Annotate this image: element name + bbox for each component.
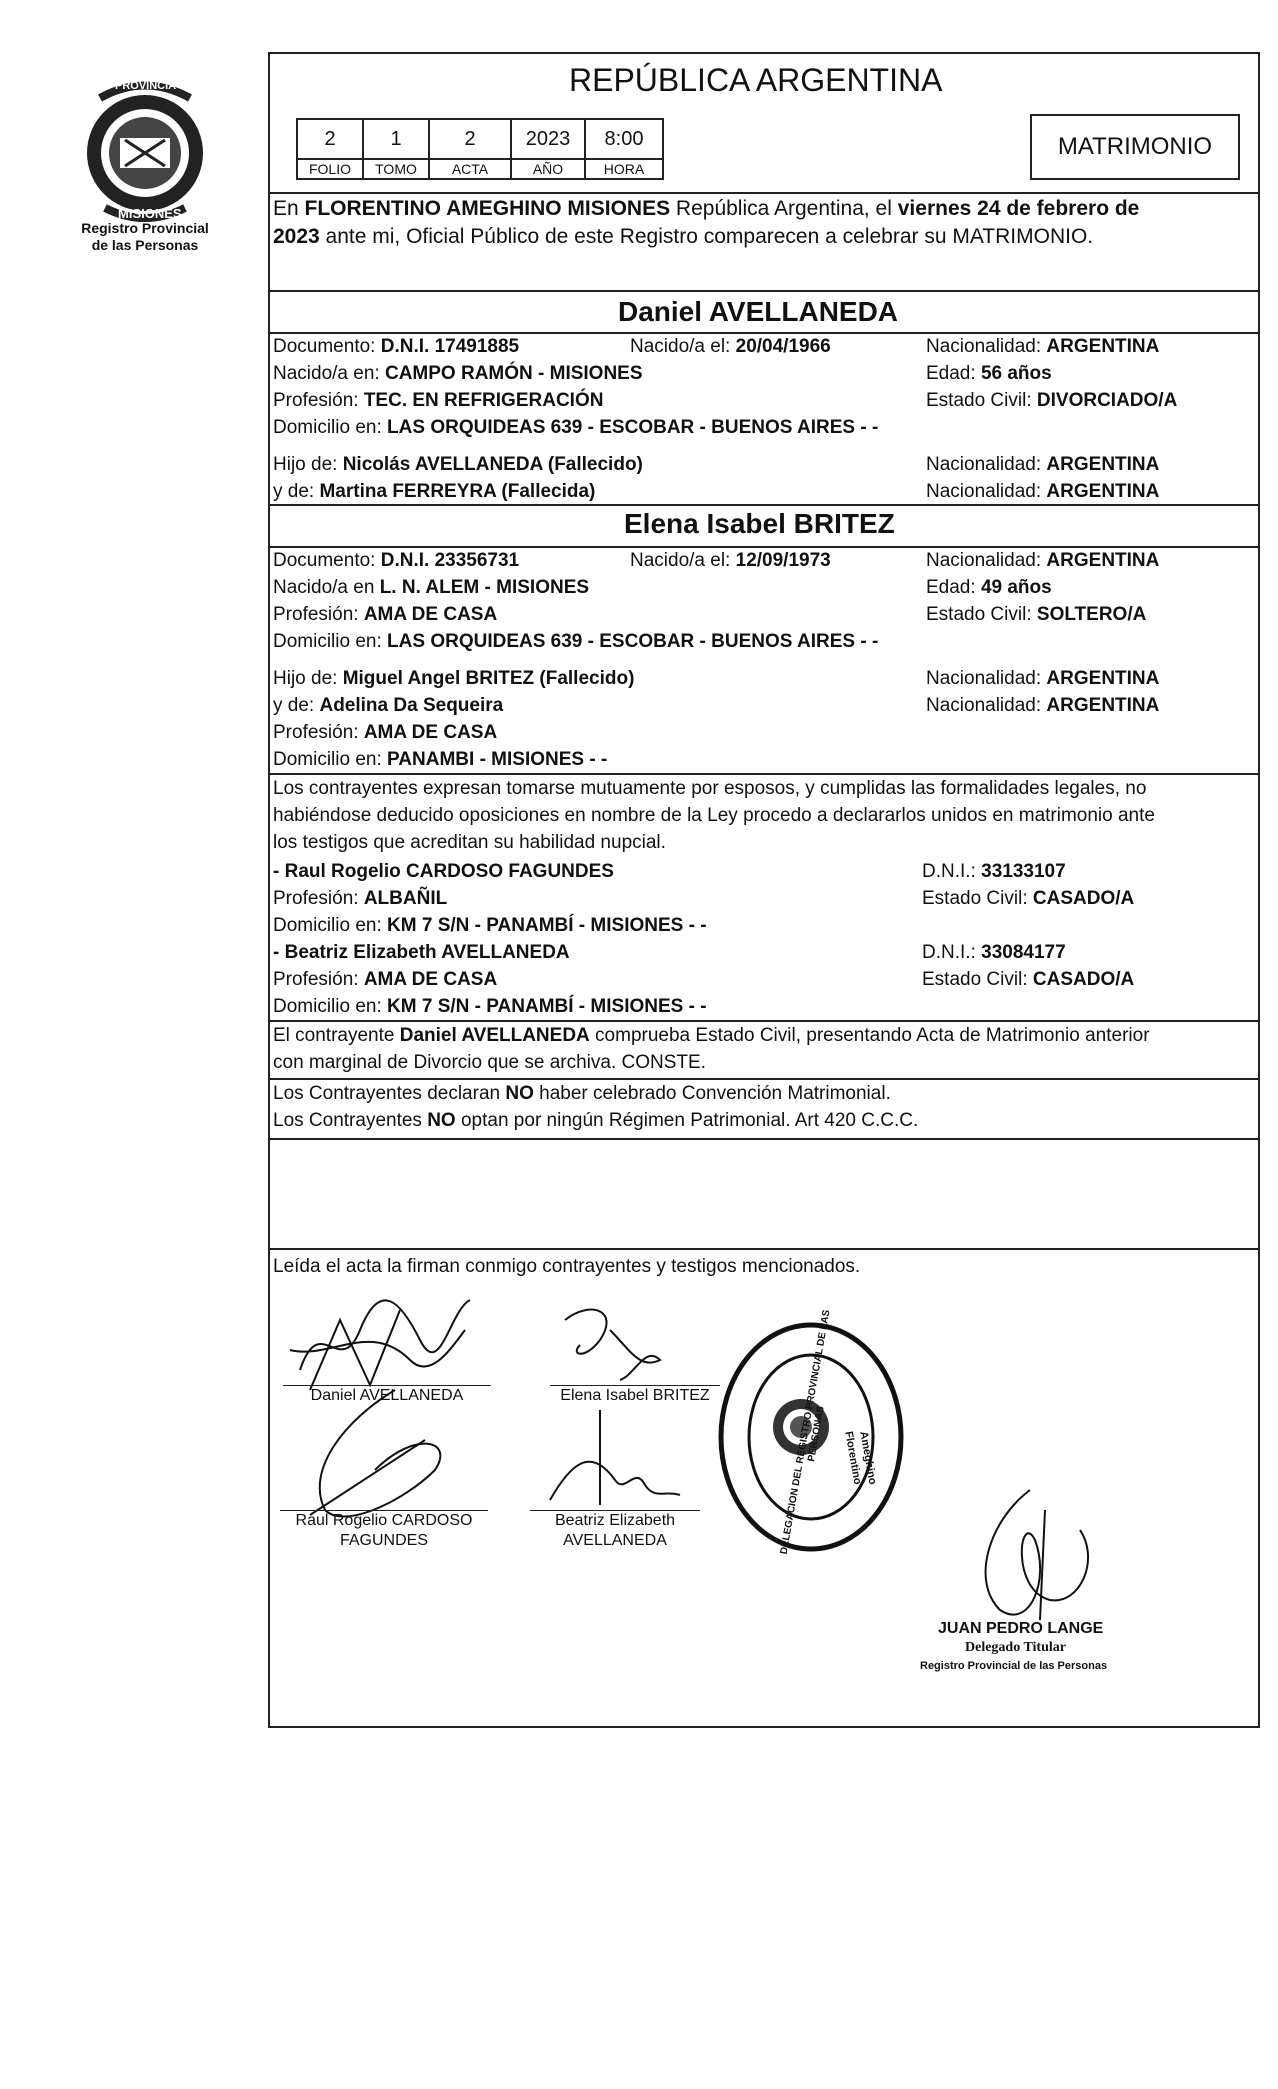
spouse2-father: Hijo de: Miguel Angel BRITEZ (Fallecido)	[273, 668, 635, 689]
statement-line-3: los testigos que acreditan su habilidad nupcial.	[273, 832, 666, 853]
signature-4-icon	[530, 1405, 690, 1515]
closing-text: Leída el acta la firman conmigo contrayentes y testigos mencionados.	[273, 1256, 861, 1277]
intro-line-2: 2023 ante mi, Oficial Público de este Registro comparecen a celebrar su MATRIMONIO.	[273, 225, 1094, 248]
statement-line-2: habiéndose deducido oposiciones en nombre de la Ley procedo a declararlos unidos en matrimonio ante	[273, 805, 1155, 826]
spouse1-nat: Nacionalidad: ARGENTINA	[926, 336, 1160, 357]
spouse2-place: Nacido/a en L. N. ALEM - MISIONES	[273, 577, 590, 598]
seal-bottom-text: MISIONES	[118, 206, 182, 221]
official-name: JUAN PEDRO LANGE	[938, 1620, 1104, 1637]
witness2-dom: Domicilio en: KM 7 S/N - PANAMBÍ - MISIONES - -	[273, 996, 707, 1017]
official-stamp	[716, 1308, 906, 1556]
hour-value: 8:00	[584, 118, 664, 160]
year-value: 2023	[510, 118, 586, 160]
spouse2-civil: Estado Civil: SOLTERO/A	[926, 604, 1147, 625]
intro-year: 2023	[273, 225, 320, 248]
registry-name-2: de las Personas	[91, 237, 199, 253]
registry-logo	[70, 78, 220, 228]
intro-place: FLORENTINO AMEGHINO MISIONES	[304, 197, 671, 220]
note1-line-2: con marginal de Divorcio que se archiva. CONSTE.	[273, 1052, 706, 1073]
spouse2-doc: Documento: D.N.I. 23356731	[273, 550, 520, 571]
signature-3-label-2: FAGUNDES	[339, 1532, 428, 1549]
spouse1-dom: Domicilio en: LAS ORQUIDEAS 639 - ESCOBAR - BUENOS AIRES - -	[273, 417, 879, 438]
witness2-civil: Estado Civil: CASADO/A	[922, 969, 1135, 990]
official-role: Delegado Titular	[965, 1640, 1066, 1655]
official-org: Registro Provincial de las Personas	[920, 1660, 1108, 1672]
spouse1-prof: Profesión: TEC. EN REFRIGERACIÓN	[273, 390, 604, 411]
registry-name-1: Registro Provincial	[81, 220, 209, 236]
spouse2-nat: Nacionalidad: ARGENTINA	[926, 550, 1160, 571]
witness1-civil: Estado Civil: CASADO/A	[922, 888, 1135, 909]
spouse2-mother-prof: Profesión: AMA DE CASA	[273, 722, 498, 743]
folio-value: 2	[296, 118, 364, 160]
spouse1-mother: y de: Martina FERREYRA (Fallecida)	[273, 481, 596, 502]
note2-line-2: Los Contrayentes NO optan por ningún Régimen Patrimonial. Art 420 C.C.C.	[273, 1110, 919, 1131]
spouse1-name: Daniel AVELLANEDA	[618, 296, 899, 327]
spouse1-father-nat: Nacionalidad: ARGENTINA	[926, 454, 1160, 475]
witness2-name: - Beatriz Elizabeth AVELLANEDA	[273, 942, 570, 963]
spouse2-mother-nat: Nacionalidad: ARGENTINA	[926, 695, 1160, 716]
witness1-dni: D.N.I.: 33133107	[922, 861, 1066, 882]
spouse2-mother: y de: Adelina Da Sequeira	[273, 695, 504, 716]
signature-4-label-2: AVELLANEDA	[563, 1532, 667, 1549]
year-label: AÑO	[510, 160, 586, 180]
spouse1-father: Hijo de: Nicolás AVELLANEDA (Fallecido)	[273, 454, 643, 475]
signature-2-label: Elena Isabel BRITEZ	[560, 1387, 710, 1404]
stamp-center-2: Ameghino	[857, 1430, 879, 1486]
statement-line-1: Los contrayentes expresan tomarse mutuamente por esposos, y cumplidas las formalidades legales, no	[273, 778, 1147, 799]
spouse2-born: Nacido/a el: 12/09/1973	[630, 550, 831, 571]
spouse1-age: Edad: 56 años	[926, 363, 1052, 384]
witness2-dni: D.N.I.: 33084177	[922, 942, 1066, 963]
hour-label: HORA	[584, 160, 664, 180]
signature-4-label-1: Beatriz Elizabeth	[554, 1512, 676, 1529]
spouse2-mother-dom: Domicilio en: PANAMBI - MISIONES - -	[273, 749, 608, 770]
spouse1-place: Nacido/a en: CAMPO RAMÓN - MISIONES	[273, 363, 643, 384]
spouse2-age: Edad: 49 años	[926, 577, 1052, 598]
spouse1-mother-nat: Nacionalidad: ARGENTINA	[926, 481, 1160, 502]
act-type-box	[1030, 114, 1240, 180]
signature-3-label-1: Raul Rogelio CARDOSO	[295, 1512, 473, 1529]
spouse2-name: Elena Isabel BRITEZ	[624, 508, 895, 539]
spouse1-born: Nacido/a el: 20/04/1966	[630, 336, 831, 357]
spouse1-civil: Estado Civil: DIVORCIADO/A	[926, 390, 1178, 411]
signature-3-icon	[285, 1380, 485, 1530]
act-type: MATRIMONIO	[1057, 133, 1213, 160]
spouse1-doc: Documento: D.N.I. 17491885	[273, 336, 520, 357]
stamp-center-1: Florentino	[842, 1430, 864, 1486]
spouse2-father-nat: Nacionalidad: ARGENTINA	[926, 668, 1160, 689]
acta-value: 2	[428, 118, 512, 160]
stamp-text: DELEGACION DEL REGISTRO PROVINCIAL DE LAS PERSONAS	[778, 1308, 833, 1556]
note1-line-1: El contrayente Daniel AVELLANEDA comprueba Estado Civil, presentando Acta de Matrimonio anterior	[273, 1025, 1150, 1046]
witness1-prof: Profesión: ALBAÑIL	[273, 888, 448, 909]
country-title: REPÚBLICA ARGENTINA	[569, 62, 943, 98]
witness1-name: - Raul Rogelio CARDOSO FAGUNDES	[273, 861, 614, 882]
seal-top-text: PROVINCIA	[115, 80, 177, 92]
intro-line-1: En FLORENTINO AMEGHINO MISIONES República Argentina, el viernes 24 de febrero de	[273, 197, 1140, 220]
intro-date: viernes 24 de febrero de	[897, 197, 1140, 220]
spouse2-dom: Domicilio en: LAS ORQUIDEAS 639 - ESCOBAR - BUENOS AIRES - -	[273, 631, 879, 652]
official-signature-icon	[960, 1480, 1120, 1640]
signature-1-label: Daniel AVELLANEDA	[310, 1387, 464, 1404]
spouse2-prof: Profesión: AMA DE CASA	[273, 604, 498, 625]
witness1-dom: Domicilio en: KM 7 S/N - PANAMBÍ - MISIONES - -	[273, 915, 707, 936]
note2-line-1: Los Contrayentes declaran NO haber celebrado Convención Matrimonial.	[273, 1083, 891, 1104]
witness2-prof: Profesión: AMA DE CASA	[273, 969, 498, 990]
acta-label: ACTA	[428, 160, 512, 180]
folio-label: FOLIO	[296, 160, 364, 180]
tomo-value: 1	[362, 118, 430, 160]
tomo-label: TOMO	[362, 160, 430, 180]
signature-2-icon	[550, 1300, 670, 1390]
